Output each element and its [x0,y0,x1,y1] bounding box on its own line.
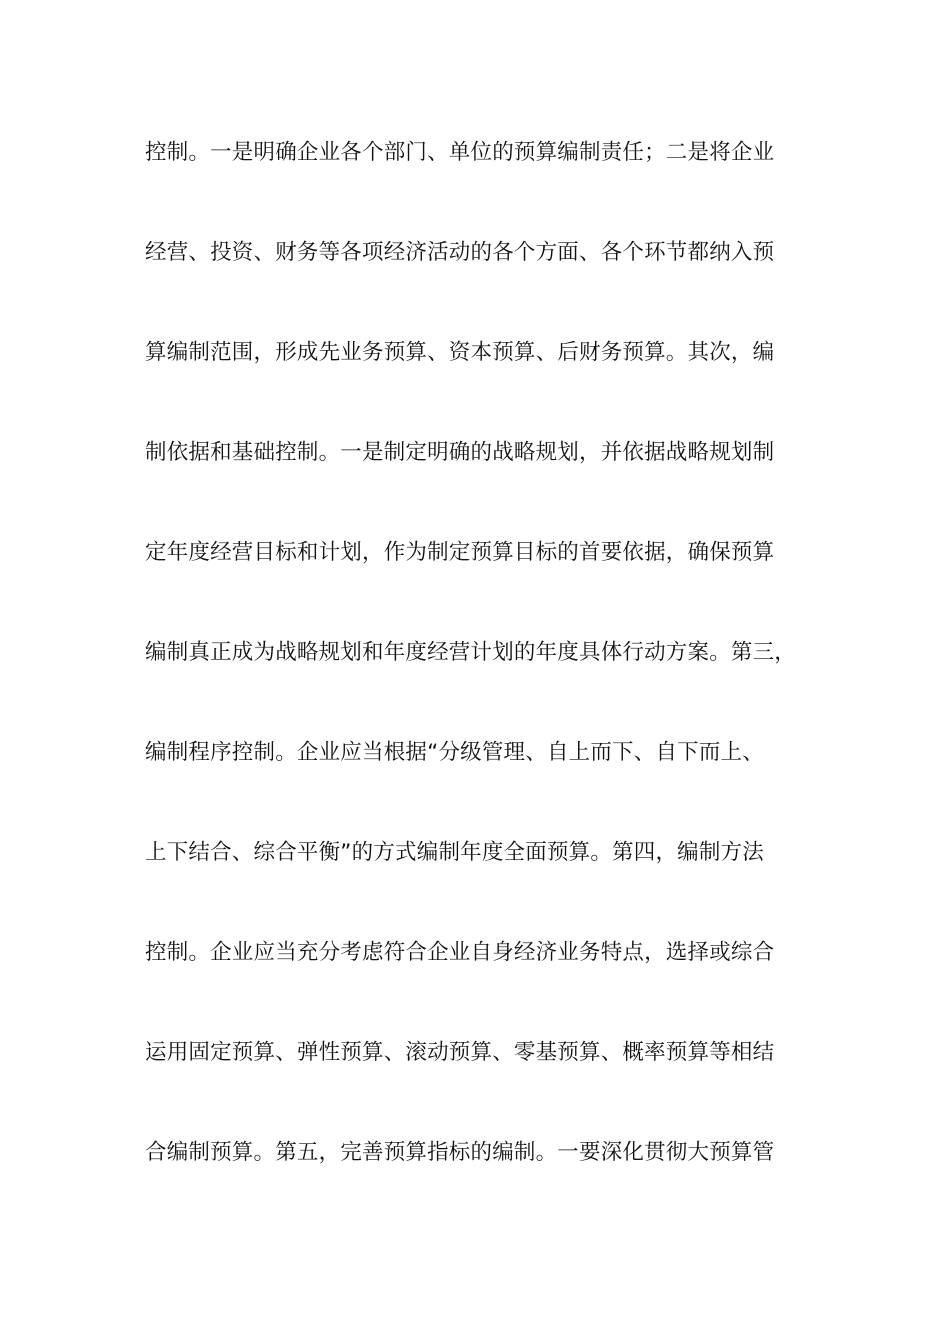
text-line: 定年度经营目标和计划，作为制定预算目标的首要依据，确保预算 [145,540,775,565]
text-line: 控制。企业应当充分考虑符合企业自身经济业务特点，选择或综合 [145,940,775,965]
text-line: 合编制预算。第五，完善预算指标的编制。一要深化贯彻大预算管 [145,1140,775,1165]
text-line: 编制程序控制。企业应当根据“分级管理、自上而下、自下而上、 [145,740,764,765]
text-line: 上下结合、综合平衡”的方式编制年度全面预算。第四，编制方法 [145,840,764,865]
text-line: 经营、投资、财务等各项经济活动的各个方面、各个环节都纳入预 [145,240,775,265]
text-line: 运用固定预算、弹性预算、滚动预算、零基预算、概率预算等相结 [145,1040,775,1065]
text-line: 编制真正成为战略规划和年度经营计划的年度具体行动方案。第三， [145,640,797,665]
text-line: 控制。一是明确企业各个部门、单位的预算编制责任；二是将企业 [145,140,775,165]
body-text [145,133,815,1233]
text-line: 制依据和基础控制。一是制定明确的战略规划，并依据战略规划制 [145,440,775,465]
text-line: 算编制范围，形成先业务预算、资本预算、后财务预算。其次，编 [145,340,775,365]
